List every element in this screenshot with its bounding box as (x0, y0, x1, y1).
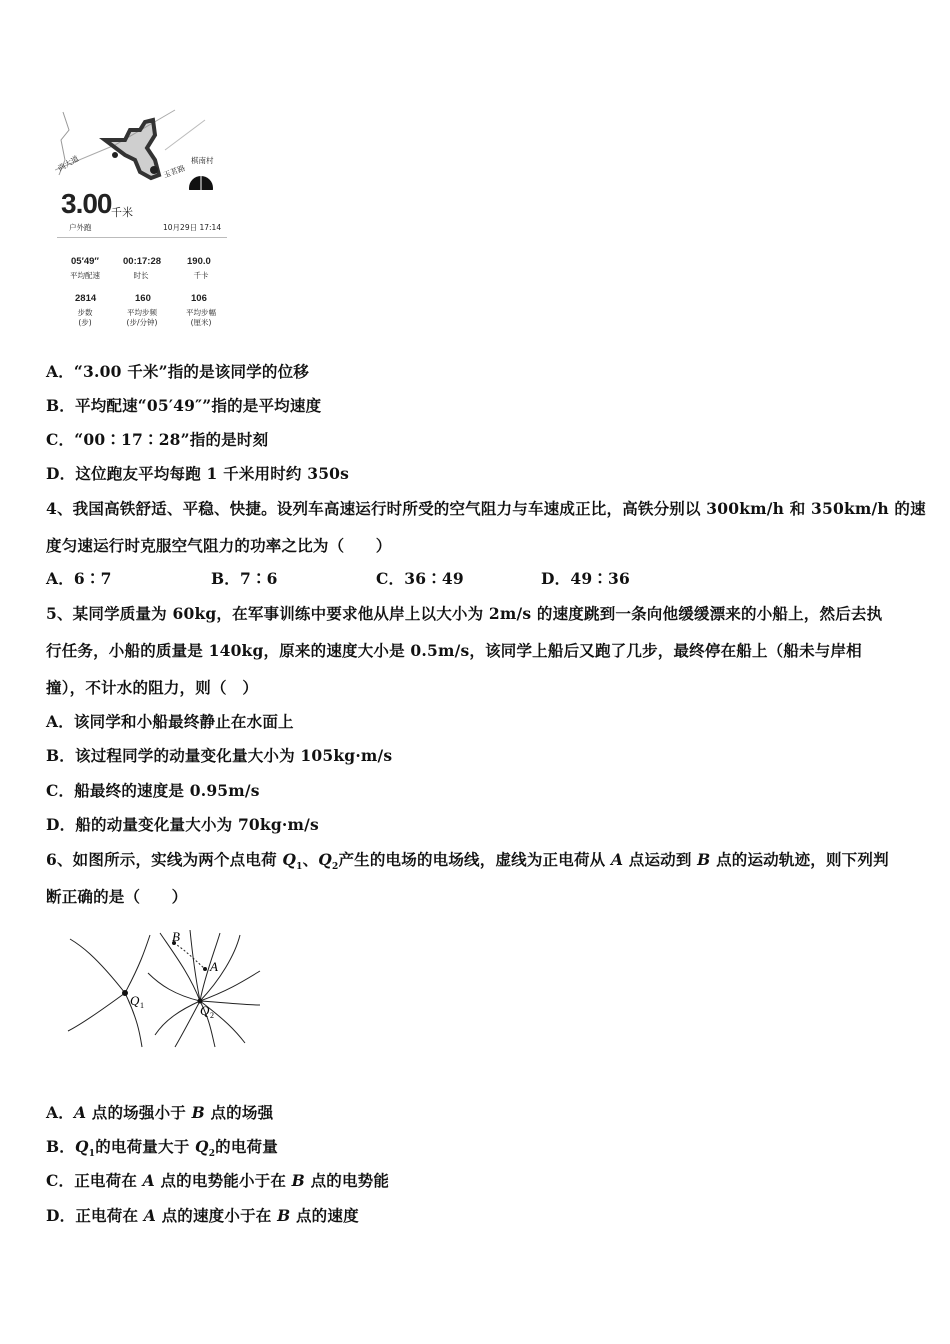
datetime-label: 10月29日 17:14 (163, 223, 222, 232)
label-q2: Q (200, 1003, 210, 1018)
q3-option-b: B．平均配速“05′49″”指的是平均速度 (46, 396, 322, 415)
q6-option-b: B．$Q_1$的电荷量大于 $Q_2$的电荷量 (46, 1137, 278, 1160)
activity-label: 户外跑 (69, 223, 92, 232)
q6-option-a: A．A 点的场强小于 B 点的场强 (46, 1103, 274, 1122)
q4-stem-line1: 4、我国高铁舒适、平稳、快捷。设列车高速运行时所受的空气阻力与车速成正比，高铁分别以 300km/h 和 350km/h 的速 (46, 499, 926, 518)
street-label: 玉茗路 (162, 163, 187, 180)
label-q2-sub: 2 (210, 1011, 214, 1020)
road-label: 尚大道 (56, 153, 81, 174)
cadence-value: 160 (135, 293, 151, 304)
pace-label: 平均配速 (70, 271, 100, 280)
q5-stem-line2: 行任务，小船的质量是 140kg，原来的速度大小是 0.5m/s，该同学上船后又跑了几步，最终停在船上（船未与岸相 (46, 641, 862, 660)
distance-value: 3.00 (61, 188, 112, 219)
q4-option-d: D．49∶36 (541, 569, 630, 588)
q6-stem-line2: 断正确的是（ ） (46, 887, 188, 906)
q5-stem-line1: 5、某同学质量为 60kg，在军事训练中要求他从岸上以大小为 2m/s 的速度跳到一条向他缓缓漂来的小船上，然后去执 (46, 604, 883, 623)
q3-option-c: C．“00∶17∶28”指的是时刻 (46, 430, 269, 449)
village-label: 棋南村 (191, 156, 214, 165)
q5-option-c: C．船最终的速度是 0.95m/s (46, 781, 260, 800)
q5-option-b: B．该过程同学的动量变化量大小为 105kg·m/s (46, 746, 393, 765)
q6-option-d: D．正电荷在 A 点的速度小于在 B 点的速度 (46, 1206, 359, 1225)
q5-stem-line3: 撞），不计水的阻力，则（ ） (46, 678, 259, 697)
calories-label: 千卡 (193, 271, 209, 280)
q4-option-c: C．36∶49 (376, 569, 464, 588)
distance-unit: 千米 (111, 206, 133, 219)
stride-value: 106 (191, 293, 207, 304)
q4-stem-line2: 度匀速运行时克服空气阻力的功率之比为（ ） (46, 536, 392, 555)
divider (57, 237, 227, 238)
duration-label: 时长 (133, 271, 149, 280)
q6-stem-line1: 6、如图所示，实线为两个点电荷 $Q_1$、$Q_2$产生的电场的电场线，虚线为正电荷从 A 点运动到 B 点的运动轨迹，则下列判 (46, 850, 889, 873)
q5-option-d: D．船的动量变化量大小为 70kg·m/s (46, 815, 319, 834)
stride-label: 平均步幅 (186, 308, 216, 317)
running-app-screenshot (55, 100, 235, 335)
duration-value: 00:17:28 (123, 256, 162, 267)
label-a: A (210, 959, 218, 974)
q4-option-b: B．7∶6 (211, 569, 278, 588)
calories-value: 190.0 (187, 256, 211, 267)
cadence-label: 平均步频 (127, 308, 157, 317)
steps-value: 2814 (75, 293, 97, 304)
route-map (55, 100, 235, 190)
label-q1: Q (130, 993, 140, 1008)
q3-option-d: D．这位跑友平均每跑 1 千米用时约 350s (46, 464, 350, 483)
q3-option-a: A．“3.00 千米”指的是该同学的位移 (46, 362, 310, 381)
steps-label: 步数 (77, 308, 93, 317)
q4-option-a: A．6∶7 (46, 569, 112, 588)
cadence-unit: (步/分钟) (126, 318, 158, 327)
label-q1-sub: 1 (140, 1001, 144, 1010)
q5-option-a: A．该同学和小船最终静止在水面上 (46, 712, 294, 731)
q6-option-c: C．正电荷在 A 点的电势能小于在 B 点的电势能 (46, 1171, 390, 1190)
steps-unit: (步) (78, 318, 92, 327)
pace-value: 05′49″ (71, 256, 99, 267)
label-b: B (172, 929, 180, 944)
stride-unit: (厘米) (190, 318, 212, 327)
electric-field-figure (60, 925, 280, 1050)
